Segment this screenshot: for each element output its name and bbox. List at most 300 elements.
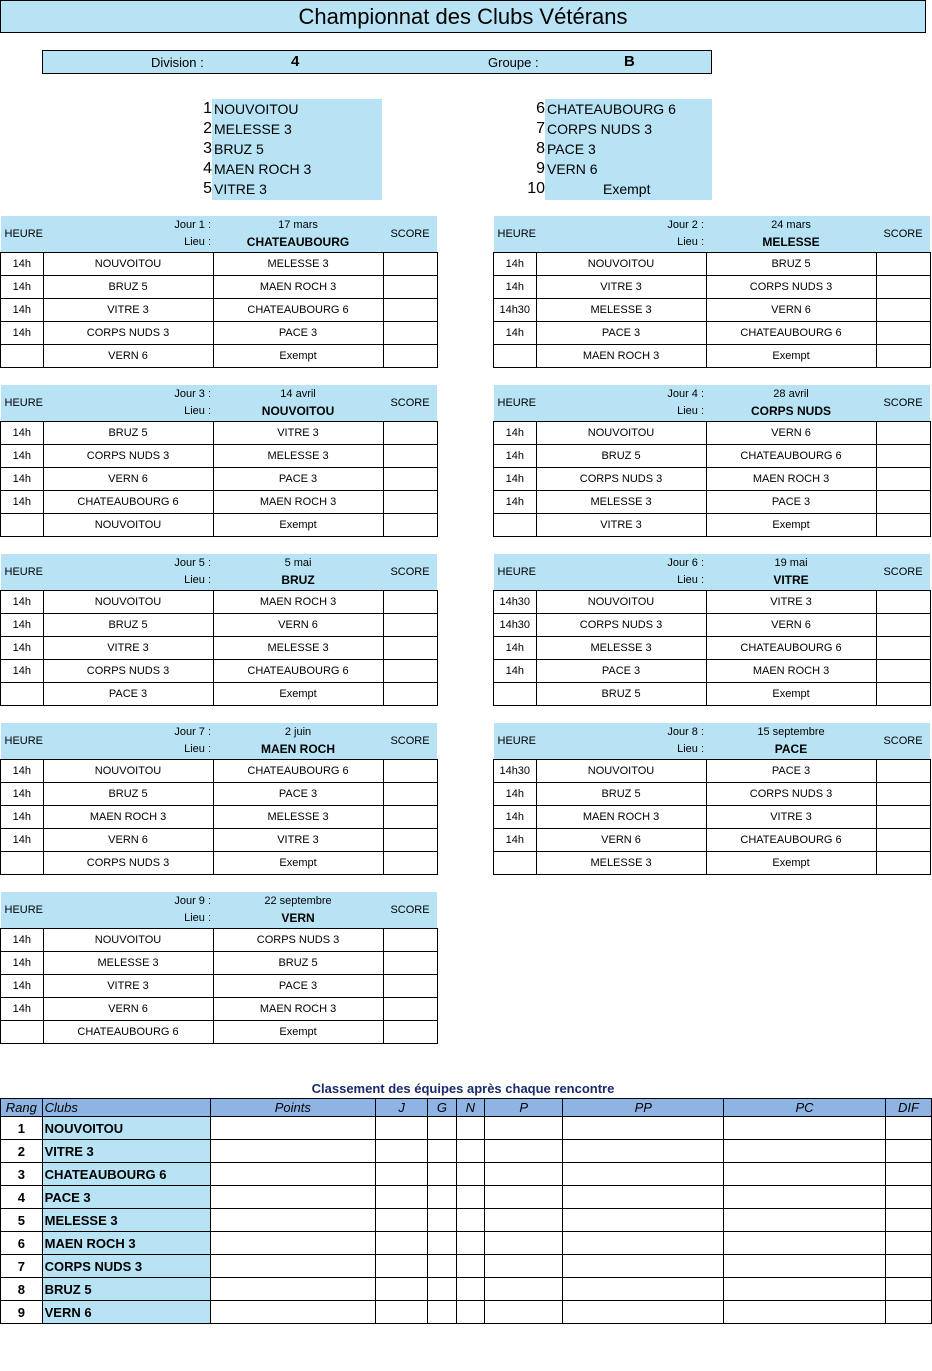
team-number: 8 [536, 140, 545, 157]
team-number: 9 [536, 160, 545, 177]
score-cell[interactable] [383, 253, 437, 276]
stat-cell[interactable] [210, 1232, 375, 1255]
day-labels [43, 723, 213, 760]
stat-cell[interactable] [724, 1163, 886, 1186]
stat-cell[interactable] [428, 1163, 456, 1186]
away-team: Exempt [213, 683, 383, 706]
team-list-right [545, 99, 712, 200]
match-time: 14h [494, 783, 537, 806]
stat-cell[interactable] [456, 1301, 484, 1324]
heure-header: HEURE [1, 385, 44, 422]
club-name: CORPS NUDS 3 [42, 1255, 210, 1278]
stat-cell[interactable] [375, 1232, 427, 1255]
score-cell[interactable] [383, 468, 437, 491]
match-day-header [494, 554, 931, 591]
stat-cell[interactable] [885, 1209, 931, 1232]
score-header: SCORE [383, 216, 437, 253]
match-row [494, 591, 931, 614]
division-label: Division : [151, 55, 204, 70]
match-row [1, 783, 438, 806]
classement-header-cell: G [428, 1099, 456, 1117]
match-time [1, 345, 44, 368]
away-team: VITRE 3 [213, 829, 383, 852]
division-bar [42, 50, 712, 74]
stat-cell[interactable] [210, 1301, 375, 1324]
score-cell[interactable] [383, 322, 437, 345]
stat-cell[interactable] [210, 1117, 375, 1140]
score-cell[interactable] [876, 591, 930, 614]
stat-cell[interactable] [428, 1301, 456, 1324]
match-day-table [0, 892, 438, 1044]
team-number: 1 [203, 100, 212, 117]
score-cell[interactable] [383, 422, 437, 445]
away-team: CHATEAUBOURG 6 [706, 322, 876, 345]
match-time [1, 683, 44, 706]
jour-label: Jour 4 : [667, 388, 705, 400]
stat-cell[interactable] [885, 1278, 931, 1301]
stat-cell[interactable] [210, 1140, 375, 1163]
page-title: Championnat des Clubs Vétérans [0, 0, 926, 33]
match-time: 14h [1, 276, 44, 299]
score-header: SCORE [383, 554, 437, 591]
day-values [213, 385, 383, 422]
home-team: VITRE 3 [536, 514, 706, 537]
score-cell[interactable] [383, 975, 437, 998]
match-day-table [493, 723, 931, 875]
stat-cell[interactable] [885, 1255, 931, 1278]
score-cell[interactable] [383, 806, 437, 829]
match-time: 14h [1, 952, 44, 975]
stat-cell[interactable] [885, 1140, 931, 1163]
classement-header [1, 1099, 932, 1117]
stat-cell[interactable] [484, 1140, 562, 1163]
stat-cell[interactable] [563, 1140, 724, 1163]
classement-header-cell: PC [724, 1099, 886, 1117]
match-row [1, 952, 438, 975]
home-team: NOUVOITOU [43, 591, 213, 614]
stat-cell[interactable] [563, 1278, 724, 1301]
score-cell[interactable] [383, 783, 437, 806]
score-cell[interactable] [383, 929, 437, 952]
club-name: NOUVOITOU [42, 1117, 210, 1140]
match-row [1, 468, 438, 491]
stat-cell[interactable] [563, 1186, 724, 1209]
score-cell[interactable] [383, 1021, 437, 1044]
stat-cell[interactable] [428, 1278, 456, 1301]
away-team: PACE 3 [213, 975, 383, 998]
day-values [213, 216, 383, 253]
stat-cell[interactable] [724, 1186, 886, 1209]
match-time: 14h [1, 975, 44, 998]
match-time [494, 852, 537, 875]
match-row [1, 637, 438, 660]
away-team: MELESSE 3 [213, 806, 383, 829]
score-cell[interactable] [876, 852, 930, 875]
match-row [494, 491, 931, 514]
away-team: Exempt [213, 514, 383, 537]
stat-cell[interactable] [484, 1255, 562, 1278]
day-lieu: MELESSE [762, 235, 820, 249]
score-cell[interactable] [876, 253, 930, 276]
club-name: VERN 6 [42, 1301, 210, 1324]
team-number: 2 [203, 120, 212, 137]
match-time: 14h [494, 422, 537, 445]
match-time: 14h30 [494, 760, 537, 783]
away-team: CORPS NUDS 3 [706, 276, 876, 299]
match-day-header [494, 216, 931, 253]
team-number: 5 [203, 180, 212, 197]
home-team: CORPS NUDS 3 [536, 468, 706, 491]
home-team: VITRE 3 [536, 276, 706, 299]
match-row [1, 998, 438, 1021]
away-team: Exempt [213, 852, 383, 875]
day-lieu: PACE [774, 742, 808, 756]
match-time: 14h [1, 614, 44, 637]
home-team: VERN 6 [536, 829, 706, 852]
stat-cell[interactable] [456, 1232, 484, 1255]
stat-cell[interactable] [885, 1301, 931, 1324]
score-cell[interactable] [383, 299, 437, 322]
stat-cell[interactable] [724, 1140, 886, 1163]
score-cell[interactable] [383, 952, 437, 975]
stat-cell[interactable] [375, 1209, 427, 1232]
lieu-label: Lieu : [184, 405, 212, 417]
score-cell[interactable] [876, 783, 930, 806]
rang: 3 [1, 1163, 43, 1186]
score-cell[interactable] [876, 468, 930, 491]
away-team: BRUZ 5 [706, 253, 876, 276]
match-row [1, 253, 438, 276]
stat-cell[interactable] [484, 1301, 562, 1324]
match-day-header [494, 385, 931, 422]
home-team: CHATEAUBOURG 6 [43, 1021, 213, 1044]
stat-cell[interactable] [484, 1186, 562, 1209]
away-team: Exempt [706, 514, 876, 537]
team-list-left [212, 99, 382, 200]
team-numbers-left [190, 99, 212, 199]
score-cell[interactable] [383, 637, 437, 660]
day-values [213, 554, 383, 591]
stat-cell[interactable] [885, 1163, 931, 1186]
away-team: CHATEAUBOURG 6 [706, 445, 876, 468]
club-name: CHATEAUBOURG 6 [42, 1163, 210, 1186]
score-cell[interactable] [876, 322, 930, 345]
stat-cell[interactable] [724, 1278, 886, 1301]
away-team: CORPS NUDS 3 [213, 929, 383, 952]
stat-cell[interactable] [428, 1232, 456, 1255]
club-name: VITRE 3 [42, 1140, 210, 1163]
classement-row [1, 1163, 932, 1186]
stat-cell[interactable] [563, 1301, 724, 1324]
home-team: BRUZ 5 [536, 683, 706, 706]
match-day-table [0, 385, 438, 537]
match-row [494, 637, 931, 660]
away-team: VERN 6 [706, 299, 876, 322]
away-team: MAEN ROCH 3 [213, 491, 383, 514]
stat-cell[interactable] [724, 1301, 886, 1324]
stat-cell[interactable] [456, 1278, 484, 1301]
score-header: SCORE [876, 723, 930, 760]
score-cell[interactable] [876, 345, 930, 368]
away-team: CHATEAUBOURG 6 [213, 660, 383, 683]
score-cell[interactable] [383, 276, 437, 299]
classement-table [0, 1098, 932, 1324]
team-name: BRUZ 5 [214, 141, 264, 157]
match-day-header [1, 385, 438, 422]
away-team: Exempt [706, 345, 876, 368]
match-time: 14h [494, 829, 537, 852]
stat-cell[interactable] [563, 1163, 724, 1186]
heure-header: HEURE [1, 216, 44, 253]
home-team: VITRE 3 [43, 299, 213, 322]
match-time: 14h [494, 322, 537, 345]
match-time: 14h [1, 445, 44, 468]
lieu-label: Lieu : [677, 743, 705, 755]
home-team: BRUZ 5 [43, 422, 213, 445]
match-row [1, 614, 438, 637]
away-team: PACE 3 [213, 468, 383, 491]
stat-cell[interactable] [724, 1117, 886, 1140]
stat-cell[interactable] [375, 1255, 427, 1278]
score-header: SCORE [383, 723, 437, 760]
score-cell[interactable] [876, 299, 930, 322]
match-row [494, 829, 931, 852]
heure-header: HEURE [494, 216, 537, 253]
score-cell[interactable] [383, 445, 437, 468]
rang: 9 [1, 1301, 43, 1324]
home-team: CORPS NUDS 3 [43, 852, 213, 875]
match-time: 14h [494, 806, 537, 829]
home-team: MAEN ROCH 3 [536, 806, 706, 829]
score-cell[interactable] [876, 806, 930, 829]
stat-cell[interactable] [375, 1163, 427, 1186]
score-cell[interactable] [383, 852, 437, 875]
match-row [1, 760, 438, 783]
match-time: 14h [1, 998, 44, 1021]
rang: 7 [1, 1255, 43, 1278]
home-team: BRUZ 5 [43, 614, 213, 637]
score-cell[interactable] [876, 829, 930, 852]
stat-cell[interactable] [428, 1117, 456, 1140]
stat-cell[interactable] [210, 1209, 375, 1232]
stat-cell[interactable] [375, 1140, 427, 1163]
home-team: MELESSE 3 [536, 491, 706, 514]
score-cell[interactable] [383, 760, 437, 783]
away-team: MAEN ROCH 3 [706, 660, 876, 683]
stat-cell[interactable] [375, 1301, 427, 1324]
stat-cell[interactable] [724, 1209, 886, 1232]
stat-cell[interactable] [210, 1163, 375, 1186]
match-time: 14h [1, 783, 44, 806]
stat-cell[interactable] [484, 1163, 562, 1186]
score-cell[interactable] [383, 660, 437, 683]
day-date: 2 juin [284, 726, 312, 738]
home-team: NOUVOITOU [43, 760, 213, 783]
match-day-header [1, 554, 438, 591]
match-day-table [0, 723, 438, 875]
home-team: PACE 3 [536, 660, 706, 683]
home-team: NOUVOITOU [536, 253, 706, 276]
away-team: MELESSE 3 [213, 253, 383, 276]
stat-cell[interactable] [456, 1255, 484, 1278]
classement-header-cell: Points [210, 1099, 375, 1117]
stat-cell[interactable] [885, 1186, 931, 1209]
stat-cell[interactable] [885, 1117, 931, 1140]
day-labels [43, 892, 213, 929]
score-cell[interactable] [876, 445, 930, 468]
stat-cell[interactable] [375, 1186, 427, 1209]
match-row [494, 660, 931, 683]
stat-cell[interactable] [885, 1232, 931, 1255]
match-row [494, 276, 931, 299]
stat-cell[interactable] [456, 1186, 484, 1209]
match-day-header [1, 216, 438, 253]
stat-cell[interactable] [563, 1209, 724, 1232]
home-team: VERN 6 [43, 345, 213, 368]
day-date: 19 mai [774, 557, 808, 569]
stat-cell[interactable] [456, 1209, 484, 1232]
score-cell[interactable] [383, 683, 437, 706]
match-row [1, 591, 438, 614]
match-row [1, 422, 438, 445]
score-cell[interactable] [876, 637, 930, 660]
match-time: 14h [1, 468, 44, 491]
home-team: MELESSE 3 [536, 852, 706, 875]
home-team: VERN 6 [43, 829, 213, 852]
score-cell[interactable] [383, 998, 437, 1021]
classement-row [1, 1140, 932, 1163]
home-team: NOUVOITOU [536, 422, 706, 445]
match-row [1, 929, 438, 952]
match-time: 14h [1, 322, 44, 345]
score-header: SCORE [876, 554, 930, 591]
match-row [1, 299, 438, 322]
classement-row [1, 1301, 932, 1324]
team-name: MELESSE 3 [214, 121, 292, 137]
home-team: MAEN ROCH 3 [536, 345, 706, 368]
away-team: VERN 6 [706, 422, 876, 445]
match-day-table [493, 385, 931, 537]
stat-cell[interactable] [484, 1278, 562, 1301]
away-team: VITRE 3 [706, 806, 876, 829]
match-row [1, 1021, 438, 1044]
stat-cell[interactable] [724, 1255, 886, 1278]
score-cell[interactable] [876, 491, 930, 514]
match-row [494, 852, 931, 875]
stat-cell[interactable] [563, 1117, 724, 1140]
match-row [1, 660, 438, 683]
day-date: 5 mai [284, 557, 312, 569]
heure-header: HEURE [494, 554, 537, 591]
stat-cell[interactable] [210, 1255, 375, 1278]
score-cell[interactable] [876, 660, 930, 683]
stat-cell[interactable] [428, 1209, 456, 1232]
match-row [494, 514, 931, 537]
home-team: PACE 3 [536, 322, 706, 345]
score-cell[interactable] [876, 422, 930, 445]
score-cell[interactable] [876, 683, 930, 706]
score-cell[interactable] [876, 514, 930, 537]
stat-cell[interactable] [428, 1255, 456, 1278]
stat-cell[interactable] [484, 1232, 562, 1255]
day-labels [43, 554, 213, 591]
match-day-header [494, 723, 931, 760]
lieu-label: Lieu : [677, 574, 705, 586]
score-cell[interactable] [383, 345, 437, 368]
match-row [494, 322, 931, 345]
stat-cell[interactable] [484, 1209, 562, 1232]
away-team: BRUZ 5 [213, 952, 383, 975]
match-time [494, 514, 537, 537]
day-date: 17 mars [278, 219, 318, 231]
home-team: BRUZ 5 [536, 445, 706, 468]
match-row [1, 345, 438, 368]
score-cell[interactable] [383, 591, 437, 614]
jour-label: Jour 7 : [174, 726, 212, 738]
stat-cell[interactable] [484, 1117, 562, 1140]
match-time: 14h [494, 491, 537, 514]
score-cell[interactable] [876, 276, 930, 299]
stat-cell[interactable] [210, 1186, 375, 1209]
classement-row [1, 1117, 932, 1140]
day-date: 22 septembre [264, 895, 332, 907]
away-team: VITRE 3 [213, 422, 383, 445]
home-team: MAEN ROCH 3 [43, 806, 213, 829]
stat-cell[interactable] [375, 1117, 427, 1140]
stat-cell[interactable] [375, 1278, 427, 1301]
classement-title: Classement des équipes après chaque rencontre [311, 1081, 615, 1096]
lieu-label: Lieu : [184, 574, 212, 586]
stat-cell[interactable] [428, 1140, 456, 1163]
home-team: BRUZ 5 [536, 783, 706, 806]
score-cell[interactable] [383, 829, 437, 852]
home-team: CHATEAUBOURG 6 [43, 491, 213, 514]
away-team: CHATEAUBOURG 6 [706, 637, 876, 660]
stat-cell[interactable] [563, 1232, 724, 1255]
match-row [494, 299, 931, 322]
home-team: BRUZ 5 [43, 276, 213, 299]
score-cell[interactable] [383, 491, 437, 514]
match-row [1, 852, 438, 875]
match-row [1, 276, 438, 299]
heure-header: HEURE [494, 385, 537, 422]
score-cell[interactable] [383, 614, 437, 637]
day-labels [536, 385, 706, 422]
stat-cell[interactable] [724, 1232, 886, 1255]
stat-cell[interactable] [210, 1278, 375, 1301]
match-row [494, 614, 931, 637]
day-values [213, 892, 383, 929]
stat-cell[interactable] [456, 1117, 484, 1140]
stat-cell[interactable] [428, 1186, 456, 1209]
day-lieu: MAEN ROCH [261, 742, 336, 756]
stat-cell[interactable] [563, 1255, 724, 1278]
match-time: 14h [1, 760, 44, 783]
team-number: 10 [527, 180, 545, 197]
match-day-table [0, 216, 438, 368]
stat-cell[interactable] [456, 1140, 484, 1163]
score-cell[interactable] [876, 760, 930, 783]
team-name: MAEN ROCH 3 [214, 161, 312, 177]
score-cell[interactable] [876, 614, 930, 637]
score-header: SCORE [876, 385, 930, 422]
day-values [706, 554, 876, 591]
score-cell[interactable] [383, 514, 437, 537]
team-name: NOUVOITOU [214, 101, 299, 117]
stat-cell[interactable] [456, 1163, 484, 1186]
match-time: 14h [1, 829, 44, 852]
match-time [1, 1021, 44, 1044]
